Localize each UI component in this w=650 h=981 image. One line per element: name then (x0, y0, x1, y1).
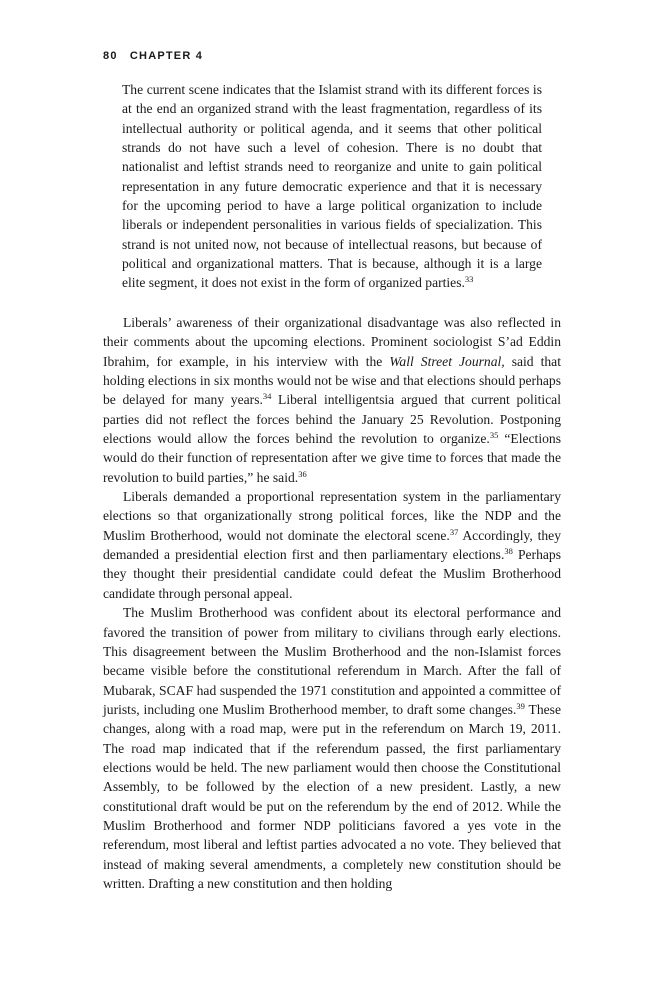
p2-text-c: Perhaps they thought their presidential candidate could defeat the Muslim Brotherhood candidate through personal appeal. (103, 547, 561, 601)
p2-text-a: Liberals demanded a proportional representation system in the parliamentary elections so that organizationally strong political forces, like the NDP and the Muslim Brotherhood, would not dominate the electoral scene. (103, 489, 561, 543)
footnote-ref: 34 (262, 391, 272, 402)
p2-text-b: Accordingly, they demanded a presidential election first and then parliamentary elections. (103, 527, 561, 563)
running-header (103, 50, 203, 62)
footnote-ref: 35 (489, 430, 499, 441)
p3-text-b: These changes, along with a road map, were put in the referendum on March 19, 2011. The road map indicated that if the referendum passed, the first parliamentary elections would be held. The new parliament would then choose the Constitutional Assembly, to be followed by the election of a new president. Lastly, a new constitutional draft would be put on the referendum by the end of 2012. While the Muslim Brotherhood and former NDP politicians favored a yes vote in the referendum, most liberal and leftist parties advocated a no vote. They believed that instead of making several amendments, a completely new constitution should be written. Drafting a new constitution and then holding (103, 701, 561, 891)
footnote-ref: 33 (464, 274, 474, 285)
body-text (103, 313, 561, 893)
quote-paragraph (122, 80, 542, 293)
p1-text-a: Liberals’ awareness of their organizational disadvantage was also reflected in their comments about the upcoming elections. Prominent sociologist S’ad Eddin Ibrahim, for example, in his interview with the (103, 315, 561, 369)
p1-text-d: “Elections would do their function of representation after we give time to forces that made the revolution to build parties,” he said. (103, 431, 561, 485)
paragraph-3 (103, 603, 561, 893)
paragraph-2 (103, 487, 561, 603)
p1-text-c: Liberal intelligentsia argued that current political parties did not reflect the forces behind the January 25 Revolution. Postponing elections would allow the forces behind the revolution to organize. (103, 392, 561, 447)
chapter-label: CHAPTER 4 (129, 50, 204, 62)
footnote-ref: 39 (516, 700, 525, 711)
footnote-ref: 37 (449, 526, 459, 537)
footnote-ref: 36 (298, 468, 307, 479)
paragraph-1 (103, 313, 561, 487)
page-number: 80 (103, 50, 118, 62)
journal-title: Wall Street Journal, (389, 353, 505, 369)
footnote-ref: 38 (504, 546, 513, 557)
p1-text-b: said that holding elections in six months would not be wise and that elections should perhaps be delayed for many years. (103, 353, 561, 408)
quote-text: The current scene indicates that the Islamist strand with its different forces is at the end an organized strand with the least fragmentation, regardless of its intellectual authority or political agenda, and it seems that other political strands do not have such a level of cohesion. There is no doubt that nationalist and leftist strands need to reorganize and unite to gain political representation in any future democratic experience and that it is necessary for the upcoming period to have a large political organization to include liberals or independent personalities in various fields of specialization. This strand is not united now, not because of intellectual reasons, but because of political and organizational matters. That is because, although it is a large elite segment, it does not exist in the form of organized parties. (122, 82, 542, 291)
block-quote (122, 80, 542, 293)
p3-text-a: The Muslim Brotherhood was confident about its electoral performance and favored the transition of power from military to civilians through early elections. This disagreement between the Muslim Brotherhood and the non-Islamist forces became visible before the constitutional referendum in March. After the fall of Mubarak, SCAF had suspended the 1971 constitution and appointed a committee of jurists, including one Muslim Brotherhood member, to draft some changes. (103, 605, 561, 717)
